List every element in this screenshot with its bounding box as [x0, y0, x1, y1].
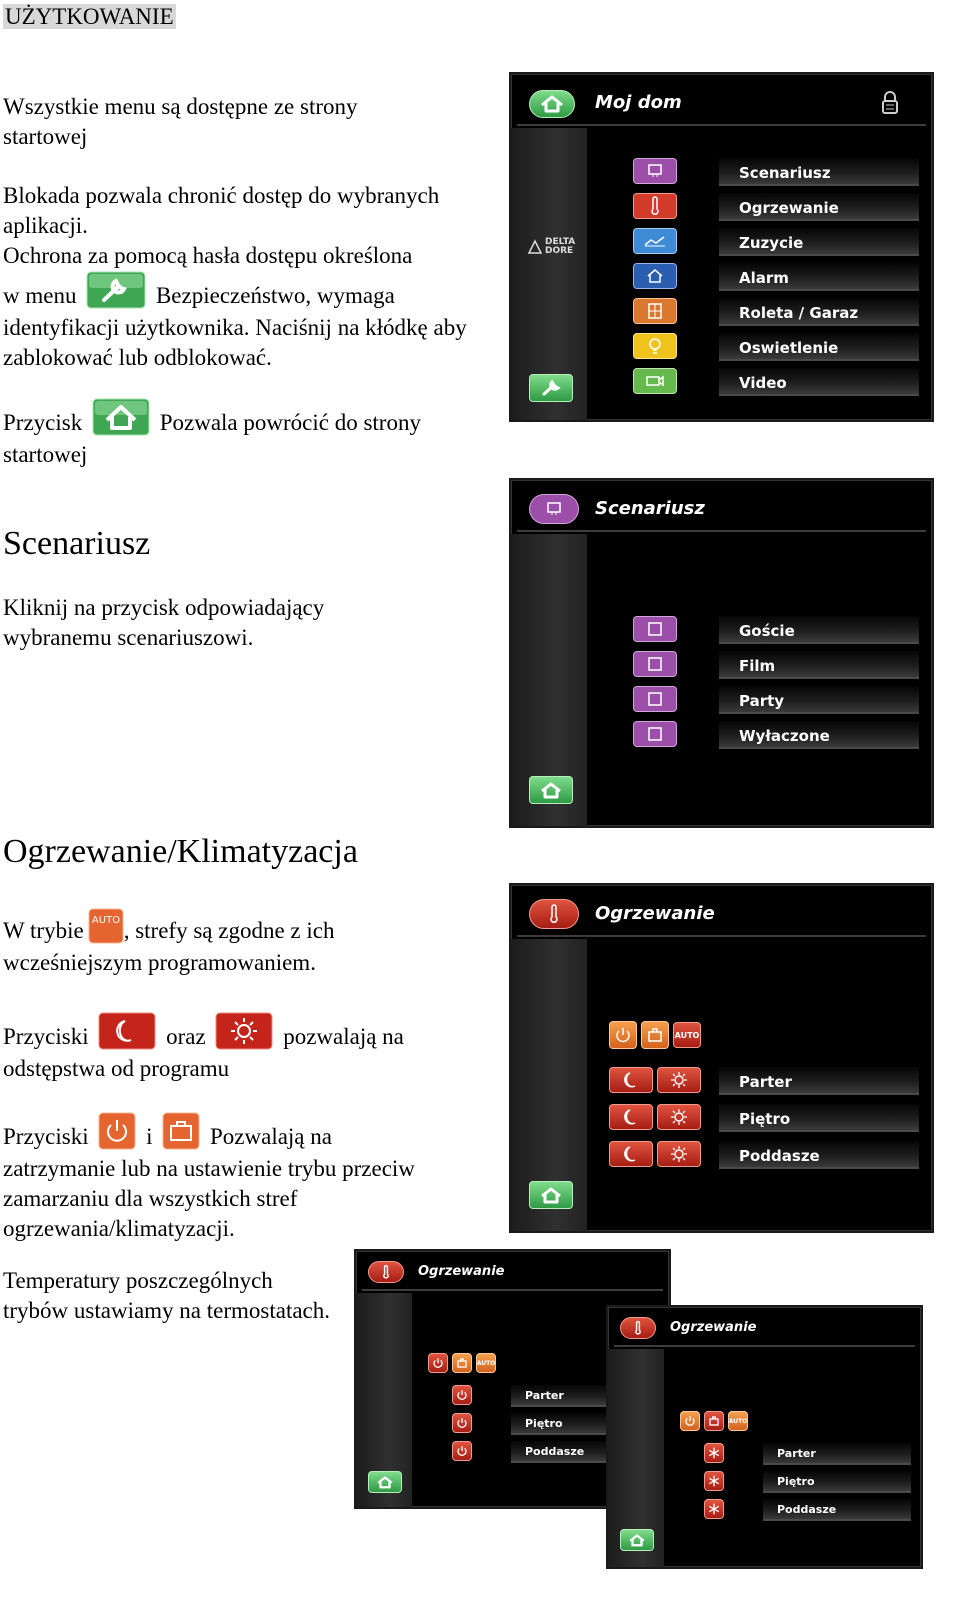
wrench-icon [539, 378, 563, 398]
zone-item-poddasze[interactable]: Poddasze [719, 1141, 919, 1169]
zone-item-parter[interactable]: Parter [763, 1443, 911, 1465]
zone-item-pietro[interactable]: Piętro [511, 1413, 659, 1435]
bulb-icon [648, 337, 662, 355]
auto-text-suffix: , strefy są zgodne z ich [123, 918, 335, 943]
sun-icon [670, 1071, 688, 1089]
scenario-button-4[interactable] [633, 721, 677, 747]
paragraph-override [3, 1012, 483, 1084]
thermometer-icon [547, 904, 561, 924]
home-button[interactable] [529, 90, 575, 118]
suitcase-icon [646, 1026, 664, 1044]
scenario-button-1[interactable] [633, 616, 677, 642]
paragraph-lock [3, 181, 473, 373]
zone-poddasze-moon-button[interactable] [609, 1141, 653, 1167]
scenario-button-3[interactable] [633, 686, 677, 712]
moon-icon [623, 1108, 639, 1126]
window-icon [646, 302, 664, 320]
power-icon [456, 1445, 468, 1457]
zone-parter-off-button[interactable] [452, 1385, 472, 1405]
paragraph-home-button [3, 398, 473, 470]
override-text-3: pozwalają na [283, 1024, 404, 1049]
square-icon [648, 657, 662, 671]
thermometer-icon [648, 196, 662, 216]
svg-text:AUTO: AUTO [91, 915, 120, 926]
padlock-icon[interactable] [881, 91, 899, 120]
power-icon [614, 1026, 632, 1044]
heating-off-title: Ogrzewanie [418, 1264, 505, 1279]
zone-poddasze-sun-button[interactable] [657, 1141, 701, 1167]
scenario-item-guests[interactable]: Goście [719, 616, 919, 644]
logo-line-2: DORE [545, 246, 574, 256]
power-icon [432, 1357, 444, 1369]
zone-pietro-sun-button[interactable] [657, 1104, 701, 1130]
thermometer-icon [381, 1264, 391, 1280]
global-off-button[interactable] [680, 1411, 700, 1431]
menu-item-heating[interactable]: Ogrzewanie [719, 193, 919, 221]
power-icon [456, 1389, 468, 1401]
suitcase-icon [456, 1357, 468, 1369]
zone-parter-moon-button[interactable] [609, 1067, 653, 1093]
auto-text-end: wcześniejszym programowaniem. [3, 950, 316, 975]
lighting-app-icon[interactable] [633, 333, 677, 359]
heating-frost-title: Ogrzewanie [670, 1320, 757, 1335]
global-auto-button[interactable]: AUTO [728, 1411, 748, 1431]
global-frost-button[interactable] [641, 1021, 669, 1049]
security-button[interactable] [529, 374, 573, 402]
home-icon [539, 1186, 563, 1204]
heating-heading: Ogrzewanie/Klimatyzacja [3, 833, 358, 870]
heating-app-icon[interactable] [633, 193, 677, 219]
override-text-end: odstępstwa od programu [3, 1056, 230, 1081]
zone-pietro-moon-button[interactable] [609, 1104, 653, 1130]
heating-screen [509, 883, 934, 1233]
lock-menu-suffix: Bezpieczeństwo, wymaga [155, 283, 395, 308]
zone-poddasze-off-button[interactable] [452, 1441, 472, 1461]
heating-frost-screen [606, 1305, 923, 1569]
home-button[interactable] [529, 1181, 573, 1209]
power-icon [456, 1417, 468, 1429]
zone-parter-sun-button[interactable] [657, 1067, 701, 1093]
moon-icon [623, 1145, 639, 1163]
thermometer-icon [633, 1320, 643, 1336]
camera-icon [645, 373, 665, 389]
lock-text-2: Ochrona za pomocą hasła dostępu określona [3, 243, 413, 268]
paragraph-stop-frost [3, 1112, 473, 1244]
home-screen [509, 72, 934, 422]
stop-text-3: Pozwalają na [210, 1124, 332, 1149]
alarm-app-icon[interactable] [633, 263, 677, 289]
home-text-prefix: Przycisk [3, 410, 83, 435]
stop-text-end: zatrzymanie lub na ustawienie trybu przeciw zamarzaniu dla wszystkich stref ogrzewania/klimatyzacji. [3, 1156, 415, 1241]
heading-text: UŻYTKOWANIE [5, 4, 174, 29]
square-icon [648, 622, 662, 636]
zone-pietro-off-button[interactable] [452, 1413, 472, 1433]
lock-menu-prefix: w menu [3, 283, 77, 308]
paragraph-thermostat: Temperatury poszczególnych trybów ustawiamy na termostatach. [3, 1268, 331, 1323]
logo-line-1: DELTA [545, 237, 576, 247]
moon-icon [623, 1071, 639, 1089]
zone-item-parter[interactable]: Parter [719, 1067, 919, 1095]
scenario-screen-title: Scenariusz [595, 498, 705, 519]
power-icon [684, 1415, 696, 1427]
home-text-end: startowej [3, 442, 88, 467]
zone-item-pietro[interactable]: Piętro [763, 1471, 911, 1493]
paragraph-auto [3, 908, 483, 978]
stop-text-2: i [146, 1124, 153, 1149]
chart-icon [643, 234, 667, 248]
sun-icon [670, 1108, 688, 1126]
override-text-2: oraz [166, 1024, 206, 1049]
paragraph-scenario: Kliknij na przycisk odpowiadający wybranemu scenariuszowi. [3, 595, 325, 650]
section-heading [3, 2, 176, 32]
heating-off-header [362, 1251, 663, 1291]
home-icon [628, 1533, 646, 1547]
home-screen-header [517, 74, 926, 126]
house-alarm-icon [645, 268, 665, 284]
heating-frost-header [614, 1307, 915, 1347]
menu-item-lighting[interactable]: Oswietlenie [719, 333, 919, 361]
home-screen-title: Moj dom [595, 92, 682, 113]
snowflake-icon [708, 1475, 720, 1487]
menu-item-alarm[interactable]: Alarm [719, 263, 919, 291]
global-off-button[interactable] [609, 1021, 637, 1049]
sun-icon [670, 1145, 688, 1163]
home-text-suffix: Pozwala powrócić do strony [159, 410, 421, 435]
zone-parter-frost-button[interactable] [704, 1443, 724, 1463]
delta-dore-logo [527, 238, 575, 256]
scenario-icon [545, 501, 563, 517]
heating-frost-header-icon [620, 1317, 656, 1339]
scenario-app-icon[interactable] [633, 158, 677, 184]
home-button[interactable] [368, 1471, 402, 1493]
logo-icon [527, 239, 543, 255]
override-text-1: Przyciski [3, 1024, 89, 1049]
home-icon [92, 398, 150, 450]
auto-text-prefix: W trybie [3, 918, 84, 943]
zone-item-pietro[interactable]: Piętro [719, 1104, 919, 1132]
zone-pietro-frost-button[interactable] [704, 1471, 724, 1491]
shutter-app-icon[interactable] [633, 298, 677, 324]
home-icon [376, 1475, 394, 1489]
heating-off-header-icon [368, 1261, 404, 1283]
scenario-heading: Scenariusz [3, 525, 151, 562]
home-icon [539, 94, 565, 114]
scenario-item-film[interactable]: Film [719, 651, 919, 679]
square-icon [648, 727, 662, 741]
paragraph-menus: Wszystkie menu są dostępne ze strony startowej [3, 94, 358, 149]
lock-text-1: Blokada pozwala chronić dostęp do wybranych aplikacji. [3, 183, 440, 238]
global-frost-button[interactable] [452, 1353, 472, 1373]
global-auto-button[interactable]: AUTO [476, 1353, 496, 1373]
scenario-screen [509, 478, 934, 828]
global-off-button[interactable] [428, 1353, 448, 1373]
home-icon [539, 781, 563, 799]
suitcase-icon [708, 1415, 720, 1427]
consumption-app-icon[interactable] [633, 228, 677, 254]
stop-text-1: Przyciski [3, 1124, 89, 1149]
video-app-icon[interactable] [633, 368, 677, 394]
scenario-button-2[interactable] [633, 651, 677, 677]
heating-header-icon [529, 899, 579, 929]
scenario-item-off[interactable]: Wyłaczone [719, 721, 919, 749]
home-button[interactable] [529, 776, 573, 804]
snowflake-icon [708, 1447, 720, 1459]
menu-item-shutter-garage[interactable]: Roleta / Garaz [719, 298, 919, 326]
menu-item-consumption[interactable]: Zuzycie [719, 228, 919, 256]
menu-item-scenario[interactable]: Scenariusz [719, 158, 919, 186]
zone-poddasze-frost-button[interactable] [704, 1499, 724, 1519]
scenario-item-party[interactable]: Party [719, 686, 919, 714]
zone-item-poddasze[interactable]: Poddasze [763, 1499, 911, 1521]
menu-item-video[interactable]: Video [719, 368, 919, 396]
square-icon [648, 692, 662, 706]
global-auto-button[interactable]: AUTO [673, 1022, 701, 1048]
snowflake-icon [708, 1503, 720, 1515]
heating-screen-title: Ogrzewanie [595, 903, 715, 924]
scenario-header-icon [529, 494, 579, 524]
zone-item-poddasze[interactable]: Poddasze [511, 1441, 659, 1463]
lock-text-4: identyfikacji użytkownika. Naciśnij na kłódkę aby zablokować lub odblokować. [3, 315, 467, 370]
zone-item-parter[interactable]: Parter [511, 1385, 659, 1407]
global-frost-button[interactable] [704, 1411, 724, 1431]
lock-text-3 [3, 271, 473, 313]
scenario-icon [646, 163, 664, 179]
home-button[interactable] [620, 1529, 654, 1551]
